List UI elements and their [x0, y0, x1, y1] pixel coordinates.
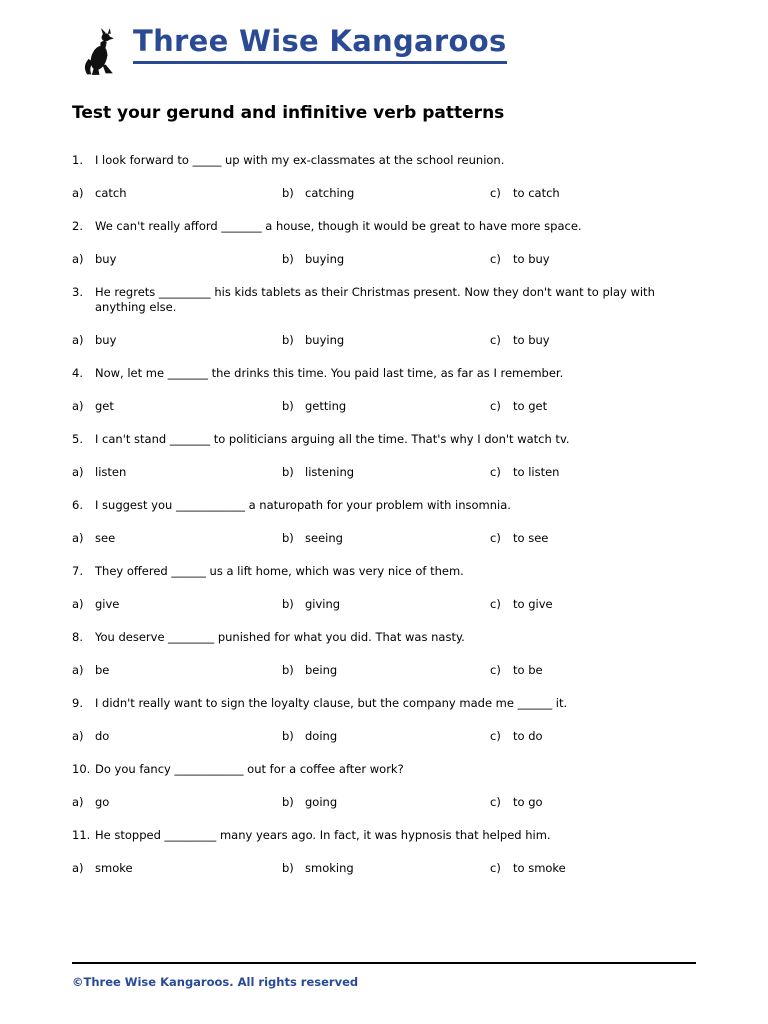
question-options-row — [72, 186, 696, 201]
option-b-text: smoking — [305, 861, 354, 875]
option-a — [72, 252, 282, 267]
question-number: 5. — [72, 432, 83, 446]
option-b-text: buying — [305, 252, 345, 266]
option-a — [72, 861, 282, 876]
question-number: 8. — [72, 630, 83, 644]
question-text-row — [72, 153, 696, 168]
option-c-text: to go — [513, 795, 543, 809]
question-options-row — [72, 729, 696, 744]
option-c — [490, 399, 696, 414]
option-a-text: go — [95, 795, 110, 809]
question-block — [72, 696, 696, 744]
option-c-label: c) — [490, 795, 501, 809]
kangaroo-logo-icon — [82, 26, 118, 81]
option-a — [72, 663, 282, 678]
question-number: 1. — [72, 153, 83, 167]
option-c — [490, 252, 696, 267]
option-a-label: a) — [72, 795, 84, 809]
option-c-text: to do — [513, 729, 543, 743]
option-a — [72, 531, 282, 546]
option-c — [490, 531, 696, 546]
question-number: 10. — [72, 762, 91, 776]
option-a — [72, 333, 282, 348]
option-c-text: to give — [513, 597, 553, 611]
option-b-text: buying — [305, 333, 345, 347]
question-text: He regrets _________ his kids tablets as their Christmas present. Now they don't want to play with anything else. — [95, 285, 655, 314]
option-b-label: b) — [282, 252, 294, 266]
option-a-text: listen — [95, 465, 127, 479]
option-c-label: c) — [490, 663, 501, 677]
option-c-label: c) — [490, 729, 501, 743]
question-number: 9. — [72, 696, 83, 710]
option-b-label: b) — [282, 399, 294, 413]
footer-divider — [72, 962, 696, 964]
option-b-label: b) — [282, 531, 294, 545]
option-c — [490, 861, 696, 876]
question-text: We can't really afford _______ a house, though it would be great to have more space. — [95, 219, 582, 233]
option-c-text: to get — [513, 399, 548, 413]
question-options-row — [72, 252, 696, 267]
option-b — [282, 465, 490, 480]
option-c-label: c) — [490, 597, 501, 611]
option-a-text: buy — [95, 333, 117, 347]
option-b — [282, 729, 490, 744]
option-a — [72, 729, 282, 744]
option-b-label: b) — [282, 795, 294, 809]
option-b — [282, 795, 490, 810]
question-block — [72, 630, 696, 678]
option-a-label: a) — [72, 861, 84, 875]
questions-list — [72, 153, 696, 876]
option-a-label: a) — [72, 333, 84, 347]
option-c-label: c) — [490, 531, 501, 545]
option-b-label: b) — [282, 861, 294, 875]
question-number: 7. — [72, 564, 83, 578]
question-number: 2. — [72, 219, 83, 233]
question-options-row — [72, 663, 696, 678]
question-text-row — [72, 696, 696, 711]
question-text-row — [72, 219, 696, 234]
option-a-label: a) — [72, 465, 84, 479]
question-text: He stopped _________ many years ago. In fact, it was hypnosis that helped him. — [95, 828, 551, 842]
option-c-text: to buy — [513, 252, 550, 266]
option-c-text: to see — [513, 531, 549, 545]
question-options-row — [72, 795, 696, 810]
option-a-label: a) — [72, 663, 84, 677]
option-a-label: a) — [72, 597, 84, 611]
option-b-label: b) — [282, 333, 294, 347]
question-options-row — [72, 399, 696, 414]
question-text: I look forward to _____ up with my ex-classmates at the school reunion. — [95, 153, 505, 167]
option-a-text: do — [95, 729, 110, 743]
question-block — [72, 828, 696, 876]
option-c-text: to catch — [513, 186, 560, 200]
option-b — [282, 186, 490, 201]
question-text: I suggest you ____________ a naturopath for your problem with insomnia. — [95, 498, 511, 512]
option-c — [490, 597, 696, 612]
option-c — [490, 465, 696, 480]
option-a-text: get — [95, 399, 114, 413]
option-a-label: a) — [72, 729, 84, 743]
page-title: Test your gerund and infinitive verb patterns — [72, 103, 505, 123]
option-b — [282, 333, 490, 348]
question-text-row — [72, 762, 696, 777]
option-b-text: listening — [305, 465, 355, 479]
question-text-row — [72, 366, 696, 381]
option-c — [490, 186, 696, 201]
option-b-text: giving — [305, 597, 341, 611]
option-c-label: c) — [490, 465, 501, 479]
option-a-text: see — [95, 531, 116, 545]
question-text: Now, let me _______ the drinks this time. You paid last time, as far as I remember. — [95, 366, 564, 380]
brand-title-link[interactable]: Three Wise Kangaroos — [133, 26, 507, 64]
question-block — [72, 285, 696, 348]
option-b — [282, 861, 490, 876]
option-a — [72, 465, 282, 480]
header — [82, 26, 696, 81]
option-a-label: a) — [72, 252, 84, 266]
question-options-row — [72, 861, 696, 876]
question-number: 4. — [72, 366, 83, 380]
option-b-text: being — [305, 663, 338, 677]
option-a-label: a) — [72, 531, 84, 545]
question-text: You deserve ________ punished for what you did. That was nasty. — [95, 630, 465, 644]
option-c-label: c) — [490, 861, 501, 875]
option-c-text: to smoke — [513, 861, 566, 875]
option-a-label: a) — [72, 186, 84, 200]
option-b-text: doing — [305, 729, 338, 743]
option-b-label: b) — [282, 729, 294, 743]
option-a-text: catch — [95, 186, 127, 200]
question-text-row — [72, 828, 696, 843]
question-options-row — [72, 333, 696, 348]
footer-copyright: ©Three Wise Kangaroos. All rights reserved — [72, 975, 359, 989]
question-block — [72, 432, 696, 480]
option-c-text: to be — [513, 663, 543, 677]
question-block — [72, 498, 696, 546]
option-a-text: be — [95, 663, 110, 677]
option-a-text: buy — [95, 252, 117, 266]
option-c — [490, 663, 696, 678]
option-c — [490, 795, 696, 810]
option-c-label: c) — [490, 252, 501, 266]
option-b — [282, 252, 490, 267]
option-a — [72, 597, 282, 612]
option-a — [72, 399, 282, 414]
question-text: I can't stand _______ to politicians arguing all the time. That's why I don't watch tv. — [95, 432, 570, 446]
option-a-label: a) — [72, 399, 84, 413]
option-c-label: c) — [490, 399, 501, 413]
question-text-row — [72, 432, 696, 447]
question-block — [72, 153, 696, 201]
question-number: 11. — [72, 828, 91, 842]
option-c — [490, 729, 696, 744]
option-c-label: c) — [490, 333, 501, 347]
question-text-row — [72, 564, 696, 579]
option-b-label: b) — [282, 465, 294, 479]
option-b — [282, 531, 490, 546]
option-b — [282, 597, 490, 612]
option-b-label: b) — [282, 663, 294, 677]
option-a-text: smoke — [95, 861, 133, 875]
question-options-row — [72, 531, 696, 546]
option-c-text: to listen — [513, 465, 560, 479]
question-number: 6. — [72, 498, 83, 512]
question-text: Do you fancy ____________ out for a coffee after work? — [95, 762, 404, 776]
question-text: They offered ______ us a lift home, which was very nice of them. — [95, 564, 464, 578]
question-text: I didn't really want to sign the loyalty clause, but the company made me ______ it. — [95, 696, 568, 710]
question-options-row — [72, 597, 696, 612]
question-block — [72, 564, 696, 612]
option-a-text: give — [95, 597, 120, 611]
option-b-text: getting — [305, 399, 347, 413]
option-a — [72, 186, 282, 201]
question-options-row — [72, 465, 696, 480]
option-a — [72, 795, 282, 810]
option-b-label: b) — [282, 186, 294, 200]
option-b — [282, 663, 490, 678]
question-text-row — [72, 630, 696, 645]
option-b-text: seeing — [305, 531, 343, 545]
question-text-row — [72, 498, 696, 513]
question-text-row — [72, 285, 696, 315]
question-block — [72, 219, 696, 267]
option-b-text: catching — [305, 186, 355, 200]
option-c-text: to buy — [513, 333, 550, 347]
question-number: 3. — [72, 285, 83, 299]
option-b-label: b) — [282, 597, 294, 611]
question-block — [72, 366, 696, 414]
option-c-label: c) — [490, 186, 501, 200]
option-c — [490, 333, 696, 348]
option-b-text: going — [305, 795, 338, 809]
option-b — [282, 399, 490, 414]
question-block — [72, 762, 696, 810]
